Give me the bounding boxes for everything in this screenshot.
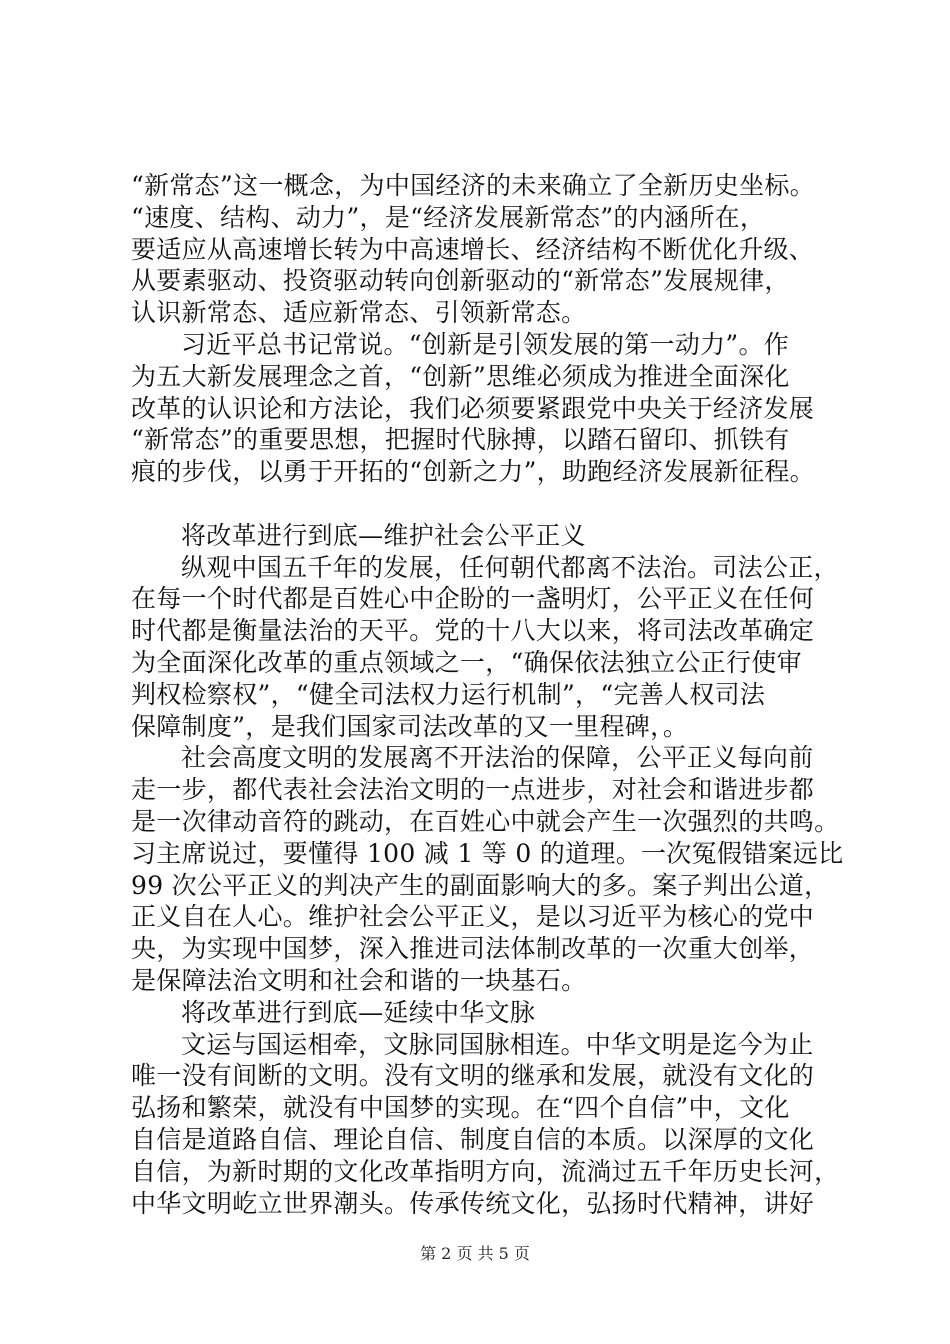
paragraph-new-normal bbox=[131, 170, 831, 329]
text-line: “新常态”的重要思想，把握时代脉搏，以踏石留印、抓铁有 bbox=[131, 425, 790, 455]
text-line: 时代都是衡量法治的天平。党的十八大以来，将司法改革确定 bbox=[131, 616, 815, 646]
text-line: 自信，为新时期的文化改革指明方向，流淌过五千年历史长河， bbox=[131, 1156, 840, 1186]
text-line: 走一步，都代表社会法治文明的一点进步，对社会和谐进步都 bbox=[131, 775, 815, 805]
paragraph-culture bbox=[131, 1029, 840, 1220]
text-line: 为五大新发展理念之首，“创新”思维必须成为推进全面深化 bbox=[131, 361, 790, 391]
paragraph-judicial-reform bbox=[131, 552, 839, 743]
text-line: 认识新常态、适应新常态、引领新常态。 bbox=[131, 298, 587, 328]
text-line: 要适应从高速增长转为中高速增长、经济结构不断优化升级、 bbox=[131, 234, 815, 264]
text-line: 中华文明屹立世界潮头。传承传统文化，弘扬时代精神，讲好 bbox=[131, 1188, 815, 1218]
text-line: 为全面深化改革的重点领域之一，“确保依法独立公正行使审 bbox=[131, 647, 802, 677]
text-line: 央，为实现中国梦，深入推进司法体制改革的一次重大创举， bbox=[131, 934, 815, 964]
text-line: 改革的认识论和方法论，我们必须要紧跟党中央关于经济发展 bbox=[131, 393, 815, 423]
text-line: 纵观中国五千年的发展，任何朝代都离不法治。司法公正， bbox=[181, 552, 839, 582]
text-line: 判权检察权”，“健全司法权力运行机制”，“完善人权司法 bbox=[131, 679, 766, 709]
text-line: “新常态”这一概念，为中国经济的未来确立了全新历史坐标。 bbox=[131, 171, 815, 200]
text-line: 自信是道路自信、理论自信、制度自信的本质。以深厚的文化 bbox=[131, 1124, 815, 1154]
text-line: 在每一个时代都是百姓心中企盼的一盏明灯，公平正义在任何 bbox=[131, 584, 815, 614]
text-line: “速度、结构、动力”，是“经济发展新常态”的内涵所在， bbox=[131, 202, 766, 232]
text-line: 习主席说过，要懂得 100 减 1 等 0 的道理。一次冤假错案远比 bbox=[131, 838, 844, 868]
text-line: 99 次公平正义的判决产生的副面影响大的多。案子判出公道， bbox=[131, 870, 830, 900]
section-heading-culture: 将改革进行到底—延续中华文脉 bbox=[181, 997, 536, 1027]
text-line: 正义自在人心。维护社会公平正义，是以习近平为核心的党中 bbox=[131, 902, 815, 932]
text-line: 文运与国运相牵，文脉同国脉相连。中华文明是迄今为止 bbox=[181, 1029, 814, 1059]
section-heading-justice: 将改革进行到底—维护社会公平正义 bbox=[181, 520, 586, 550]
document-body bbox=[131, 170, 844, 1219]
text-line: 保障制度”，是我们国家司法改革的又一里程碑，。 bbox=[131, 711, 689, 741]
text-line: 是一次律动音符的跳动，在百姓心中就会产生一次强烈的共鸣。 bbox=[131, 806, 840, 836]
text-line: 从要素驱动、投资驱动转向创新驱动的“新常态”发展规律， bbox=[131, 266, 790, 296]
blank-line bbox=[131, 488, 831, 520]
text-line: 唯一没有间断的文明。没有文明的继承和发展，就没有文化的 bbox=[131, 1061, 815, 1091]
paragraph-rule-of-law bbox=[131, 742, 844, 996]
page-number-footer: 第 2 页 共 5 页 bbox=[420, 1244, 530, 1263]
text-line: 社会高度文明的发展离不开法治的保障，公平正义每向前 bbox=[181, 743, 814, 773]
text-line: 是保障法治文明和社会和谐的一块基石。 bbox=[131, 965, 587, 995]
text-line: 习近平总书记常说。“创新是引领发展的第一动力”。作 bbox=[181, 329, 790, 359]
text-line: 弘扬和繁荣，就没有中国梦的实现。在“四个自信”中，文化 bbox=[131, 1093, 790, 1123]
text-line: 痕的步伐，以勇于开拓的“创新之力”，助跑经济发展新征程。 bbox=[131, 457, 815, 487]
paragraph-innovation bbox=[131, 329, 831, 488]
